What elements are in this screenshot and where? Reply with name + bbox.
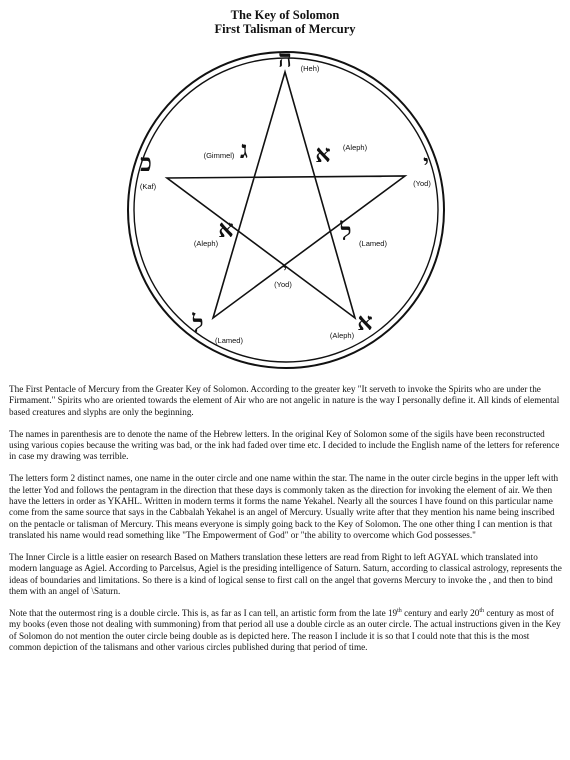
- letter-name-aleph-left: (Aleph): [193, 239, 219, 248]
- page-title: The Key of Solomon: [230, 8, 340, 22]
- paragraph-inner-circle: The Inner Circle is a little easier on research Based on Mathers translation these letters are read from Right to left AGYAL which translated into modern language as Agiel. According to Parcelsus, Agiel is the presiding intelligence of Saturn. Saturn, according to classical astrology, represents the ideas of boundaries and limitations. So there is a kind of logical sense to first call on the angel that governs Mercury to invoke the , and then to bind them with an angel of \Saturn.: [9, 551, 562, 596]
- heb-letter-aleph-left: א: [218, 214, 234, 243]
- paragraph-outer-name: The letters form 2 distinct names, one name in the outer circle and one name within the star. The name in the outer circle begins in the upper left with the letter Yod and follows the pentagram in the direction that these days is commonly taken as the direction for invoking the element of air. We then have the letters in order as YKAHL. Written in modern terms it forms the name Yekahel. Nearly all the sources I have found on this particular name come from the same source that says in the Cabbalah Yekahel is an angel of Mercury. Usually write after that they mention his name being inscribed on the pentacle or talisman of Mercury. This means everyone is simply going back to the Key of Solomon. The one other thing I can mention is that translated his name would read something like "The Empowerment of God" or "the ability to overcome which God possesses.": [9, 473, 559, 540]
- heb-letter-lamed-inner: ל: [340, 217, 352, 246]
- paragraph-letter-names: The names in parenthesis are to denote the name of the Hebrew letters. In the original Key of Solomon some of the sigils have been reconstructed using various copies because the writing was bad, or the ink had faded over time etc. I decided to include the English name of the letters for reference in case my drawing was terrible.: [9, 428, 560, 462]
- page-subtitle: First Talisman of Mercury: [214, 22, 356, 36]
- letter-name-kaf: (Kaf): [139, 182, 157, 191]
- heb-letter-yod-inner: י: [283, 260, 287, 278]
- outer-ring: [128, 52, 444, 368]
- heb-letter-aleph-bottom-right: א: [357, 307, 373, 336]
- letter-name-lamed-inner: (Lamed): [359, 239, 387, 248]
- heb-letter-kaf: כ: [140, 148, 152, 177]
- heb-letter-heh: ה: [278, 44, 292, 73]
- letter-name-aleph-bottom-right: (Aleph): [329, 331, 355, 340]
- heb-letter-lamed-bottom-left: ל: [192, 309, 204, 338]
- letter-name-yod-outer: (Yod): [413, 179, 431, 188]
- inner-ring: [134, 58, 438, 362]
- letter-name-lamed-bottom-left: (Lamed): [215, 336, 243, 345]
- heb-letter-aleph-upper-right: א: [315, 139, 331, 168]
- letter-name-heh: (Heh): [300, 64, 320, 73]
- letter-name-aleph-upper-right: (Aleph): [342, 143, 368, 152]
- paragraph-double-circle: Note that the outermost ring is a double circle. This is, as far as I can tell, an artistic form from the late 19th century and early 20th century as most of my books (even those not dealing with summoning) from that period all use a double circle as an outer circle. The actual instructions given in the Key of Solomon do not mention the outer circle being double as is depicted here. The reason I include it is so that I could note that this is the most common depiction of the talismans and other various circles published during that period of time.: [9, 607, 561, 652]
- letter-name-gimmel: (Gimmel): [203, 151, 235, 160]
- heb-letter-gimmel: ג: [240, 135, 248, 164]
- heb-letter-yod-outer: י: [423, 150, 429, 176]
- letter-name-yod-inner: (Yod): [274, 280, 292, 289]
- paragraph-intro: The First Pentacle of Mercury from the Greater Key of Solomon. According to the greater key "It serveth to invoke the Spirits who are under the Firmament." Spirits who are oriented towards the element of Air who are not angelic in nature is the way I personally define it. All kinds of elemental based creatures and slyphs are only the beginning.: [9, 384, 560, 417]
- article-body: [9, 384, 562, 664]
